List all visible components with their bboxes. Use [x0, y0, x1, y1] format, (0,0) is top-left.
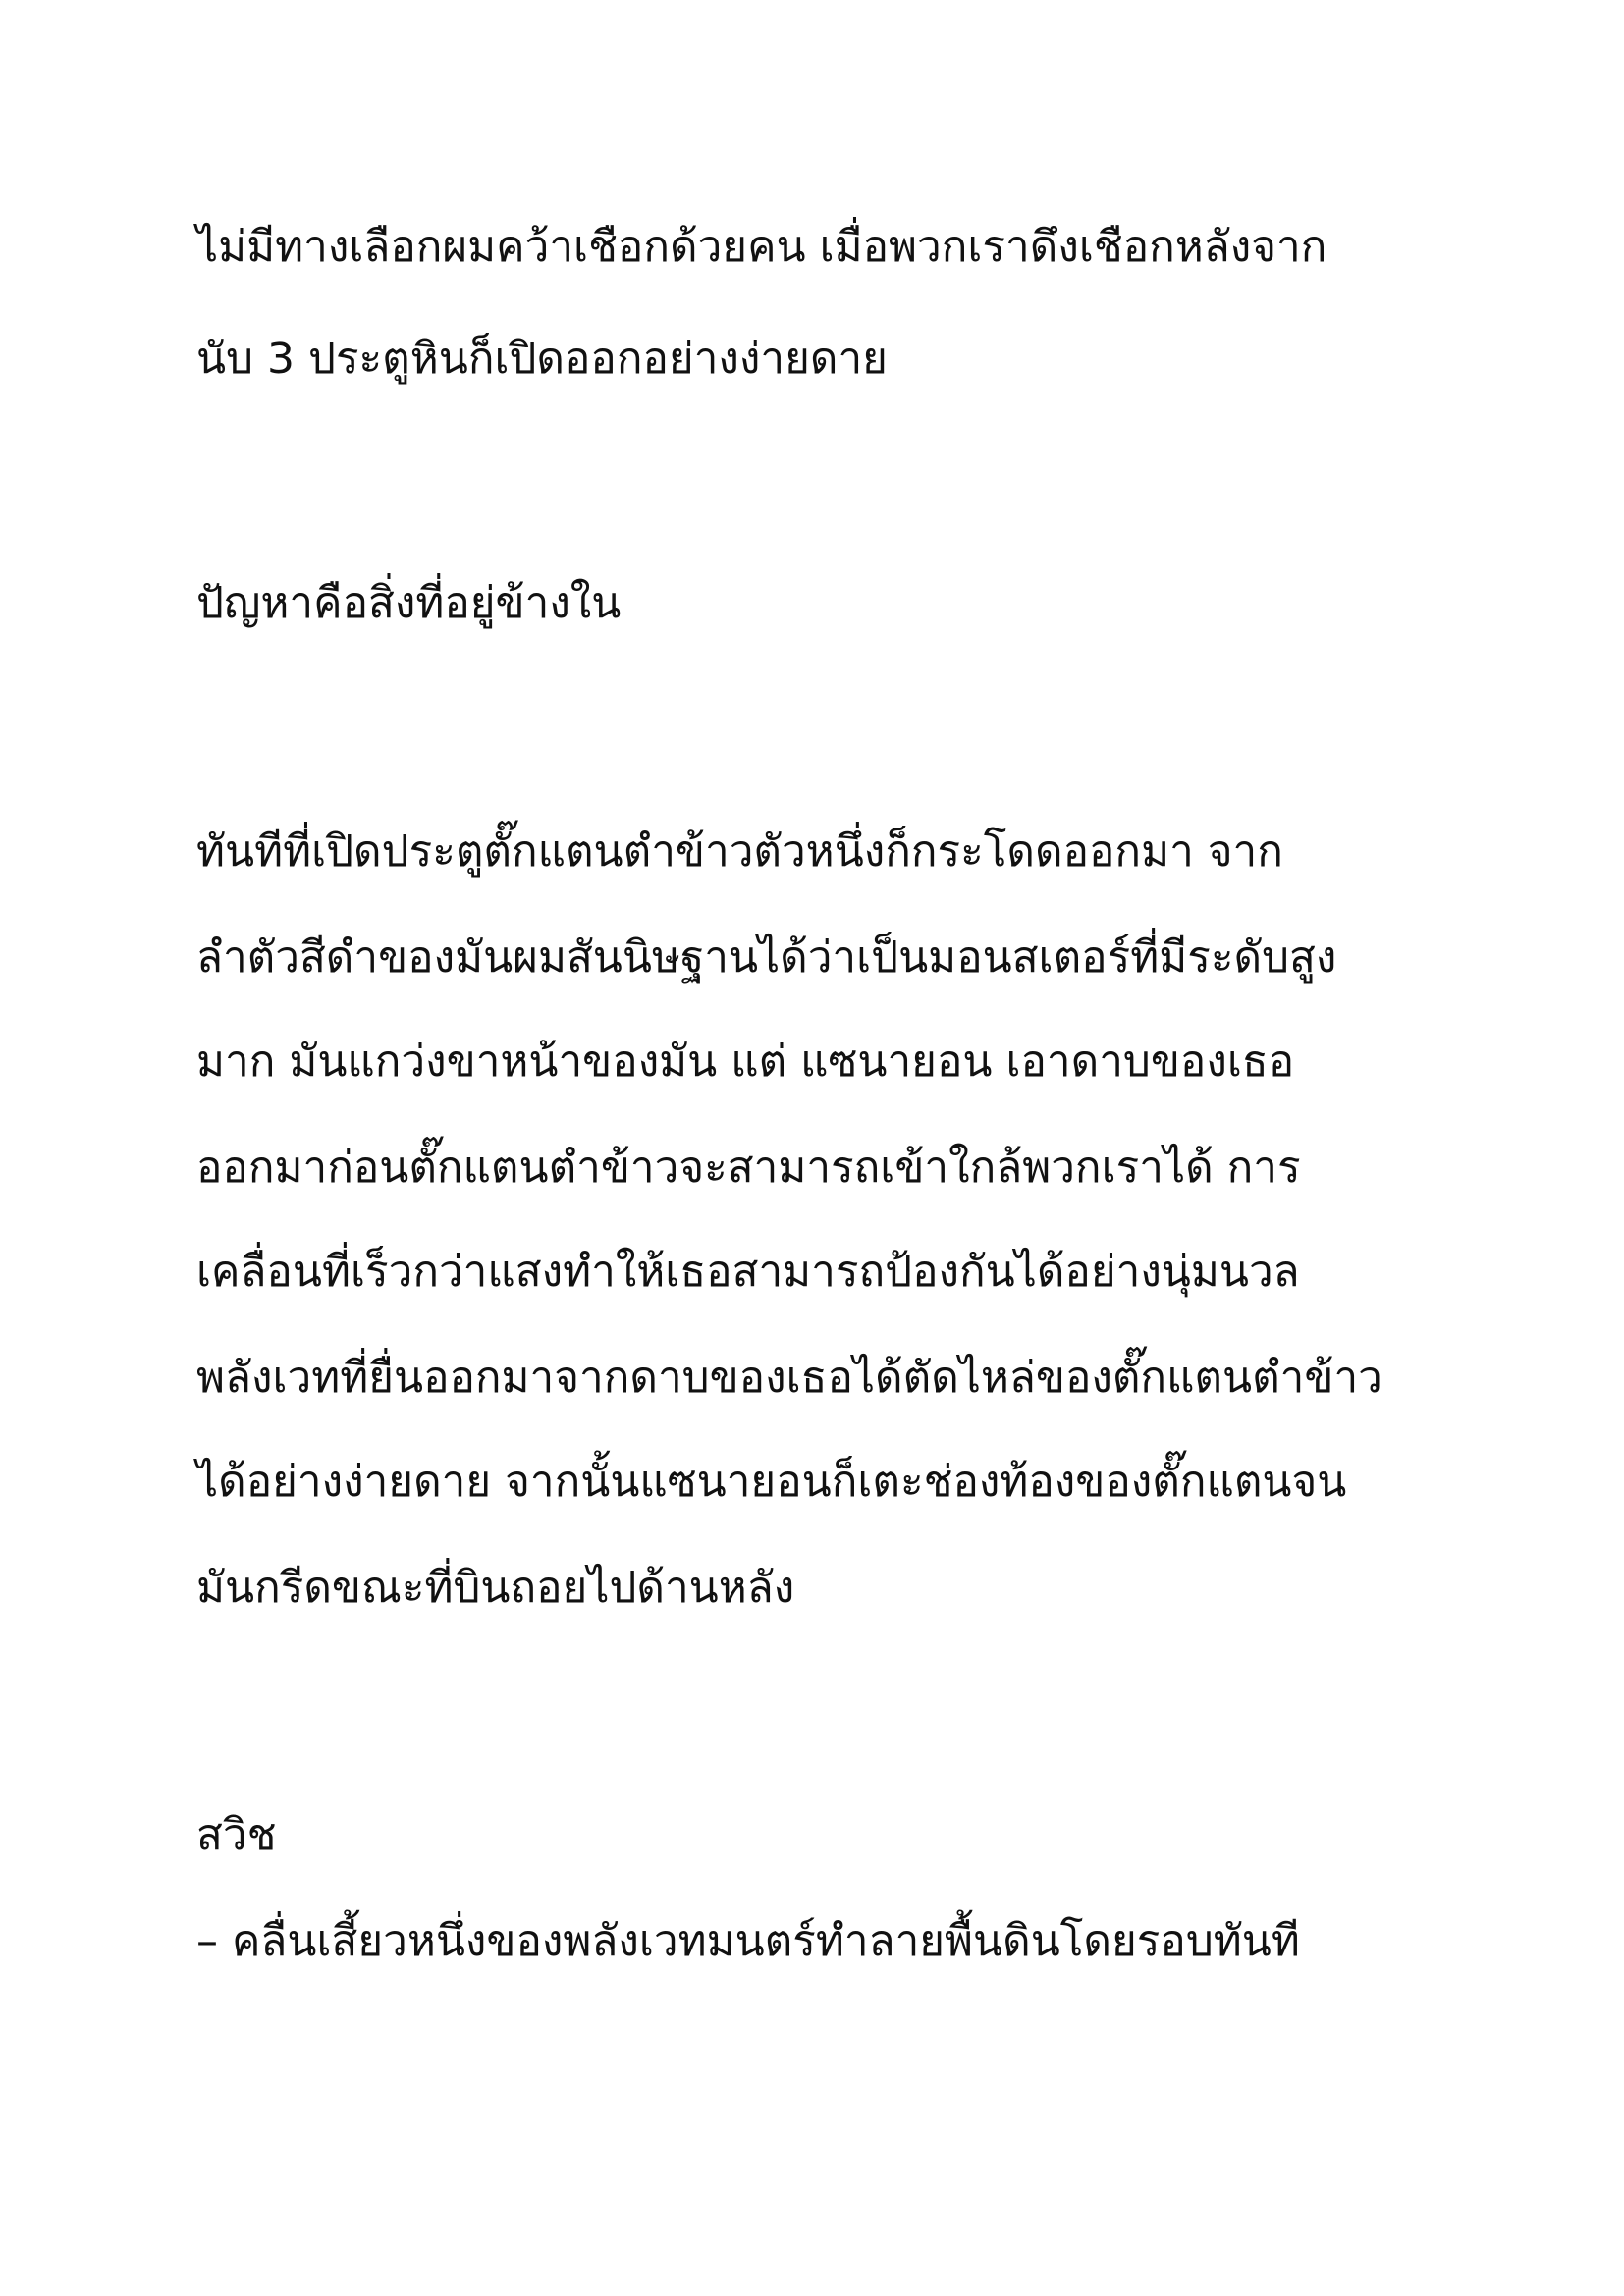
paragraph-3-line-4: ออกมาก่อนตั๊กแตนตำข้าวจะสามารถเข้าใกล้พวกเราได้ การ — [196, 1143, 1301, 1193]
paragraph-2-line-1: ปัญหาคือสิ่งที่อยู่ข้างใน — [196, 578, 622, 628]
paragraph-4-line-1: – คลื่นเสี้ยวหนึ่งของพลังเวทมนตร์ทำลายพื้นดินโดยรอบทันที — [196, 1916, 1300, 1966]
sound-effect: สวิช — [196, 1810, 277, 1860]
paragraph-3-line-8: มันกรีดขณะที่บินถอยไปด้านหลัง — [196, 1563, 795, 1613]
paragraph-3-line-2: ลำตัวสีดำของมันผมสันนิษฐานได้ว่าเป็นมอนสเตอร์ที่มีระดับสูง — [196, 933, 1337, 983]
paragraph-3-line-5: เคลื่อนที่เร็วกว่าแสงทำให้เธอสามารถป้องกันได้อย่างนุ่มนวล — [196, 1247, 1300, 1297]
paragraph-3-line-3: มาก มันแกว่งขาหน้าของมัน แต่ แซนายอน เอาดาบของเธอ — [196, 1037, 1295, 1087]
paragraph-3-line-1: ทันทีที่เปิดประตูตั๊กแตนตำข้าวตัวหนึ่งก็กระโดดออกมา จาก — [196, 827, 1283, 877]
paragraph-3-line-6: พลังเวทที่ยื่นออกมาจากดาบของเธอได้ตัดไหล่ของตั๊กแตนตำข้าว — [196, 1353, 1382, 1403]
paragraph-1-line-1: ไม่มีทางเลือกผมคว้าเชือกด้วยคน เมื่อพวกเราดึงเชือกหลังจาก — [196, 222, 1327, 272]
paragraph-1-line-2: นับ 3 ประตูหินก็เปิดออกอย่างง่ายดาย — [196, 334, 888, 384]
paragraph-3-line-7: ได้อย่างง่ายดาย จากนั้นแซนายอนก็เตะช่องท้องของตั๊กแตนจน — [196, 1457, 1347, 1507]
